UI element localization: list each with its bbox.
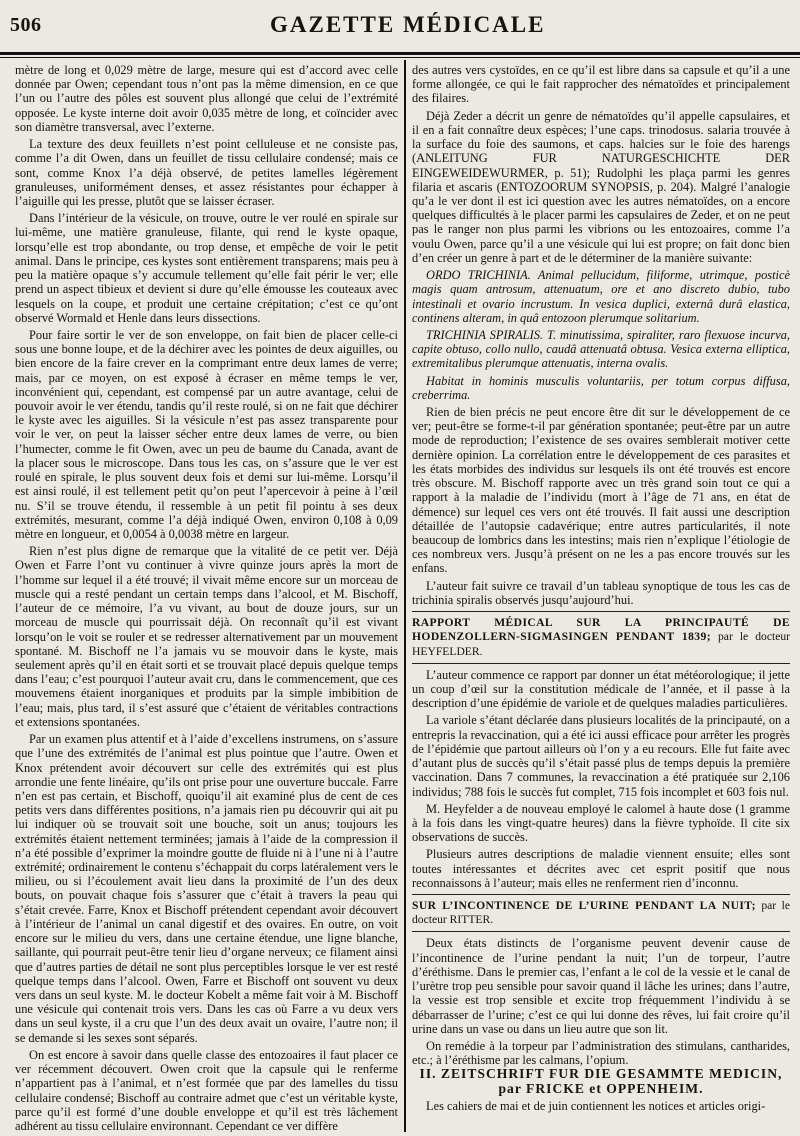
paragraph: Deux états distincts de l’organisme peuvent devenir cause de l’incontinence de l’urine pendant la nuit; l’un de torpeur, l’autre d’éréthisme. Dans le premier cas, l’enfant a le col de la vessie et le canal de l’urètre trop peu sensible pour savoir quand il lâche les urines; dans l’autre, la vessie est trop sensible et excite trop fréquemment l’individu à se débarrasser de l’urine; c’est ce qui lui donne des rêves, lui fait croire qu’il urine dans un vase ou dans un lieu autre que son lit. — [412, 936, 790, 1036]
paragraph: Rien n’est plus digne de remarque que la vitalité de ce petit ver. Déjà Owen et Farre l’ont vu continuer à vivre quinze jours après la mort de l’homme sur lequel il a été trouvé; il vivait même encore sur un morceau de muscle qui a resté pendant un certain temps dans l’alcool, et M. Bischoff, l’auteur de ce mémoire, l’a vu vivant, au bout de douze jours, sur un morceau de muscle qui pourrissait déjà. On reconnaît qu’il est vivant lorsqu’on le voit se rouler et se redresser alternativement par un mouvement spontané. M. Bischoff ne l’a jamais vu se mouvoir dans le kyste, mais seulement après qu’il en était sorti et se trouvait placé depuis quelque temps dans l’eau; c’est pourquoi l’auteur avait cru, dans le commencement, que ces mouvemens étaient inorganiques et produits par la simple imbibition de l’eau; mais, plus tard, il s’est assuré que c’étaient de véritables contractions et extensions spontanées. — [15, 544, 398, 729]
paragraph: mètre de long et 0,029 mètre de large, mesure qui est d’accord avec celle donnée par Owen; cependant tous n’ont pas la même dimension, en ce que l’un ou l’autre des pôles est souvent plus allongé que celui de l’extrémité opposée. Le kyste interne doit avoir 0,035 mètre de long, et coïncider avec son diamètre transversal, avec l’externe. — [15, 63, 398, 134]
paragraph: Les cahiers de mai et de juin contiennent les notices et articles origi- — [426, 1098, 766, 1113]
paragraph: On remédie à la torpeur par l’administration des stimulans, cantharides, etc.; à l’éréthisme par les calmans, l’opium. — [412, 1039, 790, 1068]
latin-description: Habitat in hominis musculis voluntariis, per totum corpus diffusa, creberrima. — [412, 373, 790, 402]
section-heading-caps: RAPPORT MÉDICAL SUR LA PRINCIPAUTÉ DE HODENZOLLERN-SIGMASINGEN PENDANT 1839; — [412, 616, 790, 644]
latin-description: TRICHINIA SPIRALIS. T. minutissima, spiraliter, raro flexuose incurva, capite obtuso, collo nullo, caudâ attenuatâ obtusa. Vesica externa elliptica, extremitalibus plerumque attenuatis, interna ovalis. — [412, 327, 790, 371]
journal-section-heading: II. ZEITSCHRIFT FUR DIE GESAMMTE MEDICIN, par FRICKE et OPPENHEIM. — [419, 1066, 783, 1096]
section-rule — [412, 931, 790, 932]
section-rule — [412, 894, 790, 895]
latin-description: ORDO TRICHINIA. Animal pellucidum, filiforme, utrimque, posticè magis quam antrosum, attenuatum, ore et ano discreto dubio, tubo intestinali et ovario incrustum. In vesica duplici, externâ durâ elastica, continens alteram, in quâ entozoon plerumque solitarium. — [412, 268, 790, 325]
paragraph: Pour faire sortir le ver de son enveloppe, on fait bien de placer celle-ci sous une bonne loupe, et de la déchirer avec les pointes de deux aiguilles, ou bien encore de la faire crever en la comprimant entre deux lames de verre; mais, par ce moyen, on est exposé à écraser en même temps le ver, inconvénient qui, cependant, est compensé par un autre avantage, celui de pouvoir avoir le ver étendu, tandis qu’il reste roulé, si on ne fait que déchirer le kyste avec les aiguilles. Si la vésicule n’est pas assez transparente pour voir le ver, on peut la laisser sécher entre deux lames de verre, ou bien l’humecter, comme le fit Owen, avec un peu de baume du Canada, avant de la placer sous le microscope. Dans tous les cas, on s’assure que le ver est roulé en spirale, le plus souvent deux fois et demi sur lui-même. Lorsqu’il est ainsi roulé, il est tellement petit qu’on peut l’apercevoir à peine à l’œil nu. S’il se trouve étendu, il ressemble à un petit fil pointu à ses deux extrémités, mesurant, comme l’a déjà indiqué Owen, environ 0,108 à 0,09 mètre en longueur, et 0,0054 à 0,0038 mètre en largeur. — [15, 327, 398, 541]
section-heading-author: par le docteur RITTER. — [412, 899, 790, 927]
section-heading-caps: SUR L’INCONTINENCE DE L’URINE PENDANT LA NUIT; — [412, 899, 756, 913]
paragraph: Plusieurs autres descriptions de maladie viennent ensuite; elles sont toutes intéressantes et décrites avec cet esprit positif que nous reconnaissons à l’auteur; mais elles ne renferment rien d’inconnu. — [412, 847, 790, 890]
paragraph: L’auteur fait suivre ce travail d’un tableau synoptique de tous les cas de trichinia spiralis observés jusqu’aujourd’hui. — [412, 578, 790, 607]
paragraph: L’auteur commence ce rapport par donner un état météorologique; il jette un coup d’œil sur la constitution médicale de l’année, et il passe à la description d’une épidémie de variole et de quelques maladies particulières. — [412, 667, 790, 711]
paragraph: Déjà Zeder a décrit un genre de nématoïdes qu’il appelle capsulaires, et il en a fait connaître deux espèces; l’une caps. trinodosus. salaria trouvée à la surface du foie des saumons, et caps. halcies sur le foie des harengs (ANLEITUNG FUR NATURGESCHICHTE DER EINGEWEIDEWURMER, p. 51); Rudolphi les plaça parmi les genres filaria et ascaris (ENTOZOORUM SYNOPSIS, p. 204). Malgré l’analogie qu’a le ver dont il est ici question avec les autres nématoïdes, on a encore quelques difficultés à le placer parmi les capsulaires de Zeder, et on ne peut pas le ranger non plus parmi les vibrions ou les entozoaires, comme l’a voulu Owen, parce qu’il a une vésicule qui lui est propre; on fait donc bien d’en créer un genre à part et de le déterminer de la manière suivante: — [412, 108, 790, 265]
section-heading — [412, 616, 790, 659]
paragraph: Rien de bien précis ne peut encore être dit sur le développement de ce ver; peut-être se forme-t-il par génération spontanée; peut-être par un autre mode de reproduction; l’existence de ses ovaires semblerait motiver cette dernière opinion. La corrélation entre le développement de ces parasites et les états morbides des individus sur lesquels ils ont été trouvés est encore très obscure. M. Bischoff rapporte avec un très grand soin tout ce qui a rapport à la maladie de l’individu (mort à l’âge de 71 ans, en état de démence) sur lequel ces vers ont été trouvés. Il fait aussi une description détaillée de l’autopsie cadavérique; entre autres particularités, il note beaucoup de lombrics dans les intestins; mais rien n’explique l’étiologie de ces nombreux vers. Jusqu’à présent on ne les a pas encore trouvés sur les enfans. — [412, 405, 790, 576]
paragraph: M. Heyfelder a de nouveau employé le calomel à haute dose (1 gramme à la fois dans les vingt-quatre heures) dans la fièvre typhoïde. Il cite six observations de succès. — [412, 801, 790, 845]
paragraph: On est encore à savoir dans quelle classe des entozoaires il faut placer ce ver récemment découvert. Owen croit que la capsule qui le renferme n’appartient pas à l’animal, et n’est formée que par des lamelles du tissu cellulaire condensé; Bischoff au contraire admet que c’est un véritable kyste, parce qu’il est formé d’une double enveloppe et qu’il est très lâchement adhérent au tissu cellulaire environnant. Cependant ce ver diffère — [15, 1047, 398, 1132]
paragraph: Par un examen plus attentif et à l’aide d’excellens instrumens, on s’assure que l’une des extrémités de l’animal est plus pointue que l’autre. Owen et Knox prétendent avoir découvert sur celle des extrémités qui est plus arrondie une fente linéaire, qu’ils ont prise pour une ouverture buccale. Farre n’en est pas certain, et Bischoff, quoiqu’il ait examiné plus de cent de ces petits vers dans différentes positions, n’a jamais rien pu découvrir qui ait pu lui indiquer où se trouvait soit une bouche, soit un anus; toujours les extrémités étaient nettement terminées; jamais à l’aide de la compression il n’a été possible d’exprimer la moindre goutte de fluide ni à l’une ni à l’autre extrémité; ordinairement le contenu s’échappait du corps latéralement vers le milieu, ou si l’écoulement avait lieu dans la proximité de l’un des deux bouts, on pouvait chaque fois s’assurer que c’était à travers la peau qui s’était crevée. Farre, Knox et Bischoff prétendent cependant avoir découvert à l’intérieur de l’animal un canal digestif et des ovaires. En outre, on voit encore sur le milieu du vers, dans une certaine étendue, une ligne blanche, saillante, qui pourrait peut-être tenir lieu d’organe nerveux; ce filament ainsi que d’autres parties de détail ne sont plus perceptibles lorsque le ver est resté quelque temps dans l’alcool. Owen, Farre et Bischoff ont souvent vu deux vers dans un seul kyste. M. le docteur Kobelt a même fait voir à M. Bischoff une vésicule qui contenait trois vers. Dans les cas où Farre a vu deux vers dans un seul kyste, il a cru que l’un des deux avait un ovaire, l’autre non; il se demande si les sexes sont séparés. — [15, 732, 398, 1045]
section-rule — [412, 611, 790, 612]
section-rule — [412, 663, 790, 664]
section-heading-author: par le docteur HEYFELDER. — [412, 630, 790, 658]
paragraph: La variole s’étant déclarée dans plusieurs localités de la principauté, on a entrepris la revaccination, qui a été ici aussi efficace pour arrêter les progrès de l’épidémie que partout ailleurs où l’on y a eu recours. Elle fut faite avec d’autant plus de succès qu’il s’était passé plus de temps depuis la première vaccination. Dans 7 communes, la revaccination a été pratiquée sur 2,106 individus; 788 fois le succès fut complet, 715 fois incomplet et 603 fois nul. — [412, 713, 790, 799]
section-heading — [412, 899, 790, 927]
paragraph: Dans l’intérieur de la vésicule, on trouve, outre le ver roulé en spirale sur lui-même, une matière granuleuse, filante, qui rend le kyste opaque, lorsqu’elle est trop abondante, ou trop dense, et empêche de voir le petit animal. Dans le principe, ces kystes sont entièrement transparens; mais peu à peu la matière opaque s’y accumule tellement qu’elle fait périr le ver; elle prend un aspect tibieux et devient si dure qu’elle émousse les couteaux avec lesquels on la coupe, et produit une certaine crépitation; c’est ce qu’ont observé Wormald et Henle dans leurs dissections. — [15, 211, 398, 325]
right-column — [412, 60, 790, 1132]
column-divider — [404, 60, 406, 1132]
left-column — [15, 60, 398, 1132]
page-header — [0, 0, 800, 58]
journal-title: GAZETTE MÉDICALE — [270, 12, 546, 37]
page-number: 506 — [10, 14, 42, 36]
header-rule-thin — [0, 57, 800, 58]
header-rule — [0, 52, 800, 55]
paragraph: La texture des deux feuillets n’est point celluleuse et ne consiste pas, comme l’a dit Owen, dans un feuillet de tissu cellulaire condensé; mais ce sont, comme Knox l’a déjà observé, de petites lamelles légèrement granuleuses, uniformément denses, et assez résistantes pour échapper à l’aiguille qui les presse, plutôt que se laisser écraser. — [15, 137, 398, 208]
paragraph: des autres vers cystoïdes, en ce qu’il est libre dans sa capsule et qu’il a une forme allongée, ce qui le fait rapprocher des nématoïdes et principalement des filaires. — [412, 63, 790, 106]
